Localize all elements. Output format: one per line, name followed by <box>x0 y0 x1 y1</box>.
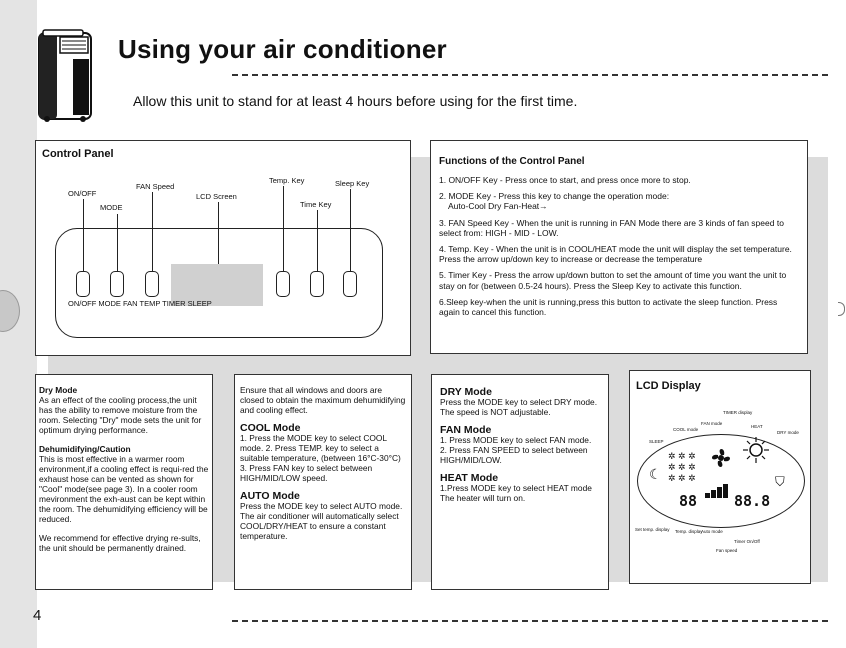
time-key <box>310 271 324 297</box>
dehumidifying-heading: Dehumidifying/Caution <box>39 444 131 454</box>
cool-auto-box <box>234 374 412 590</box>
label-time-key: Time Key <box>300 200 332 209</box>
fan-speed-bars <box>705 484 729 498</box>
control-panel-title: Control Panel <box>42 148 114 160</box>
label-onoff: ON/OFF <box>68 189 97 198</box>
lcd-label-sleep: SLEEP <box>649 439 664 444</box>
dry-mode-box <box>35 374 213 590</box>
page-title: Using your air conditioner <box>118 34 447 64</box>
fan-mode-heading: FAN Mode <box>440 424 492 436</box>
label-lcd-screen: LCD Screen <box>196 192 237 201</box>
lcd-label-dry-mode: DRY mode <box>777 430 799 435</box>
onoff-key <box>76 271 90 297</box>
cool-intro: Ensure that all windows and doors are closed to obtain the maximum dehumidifying and cooling effect. <box>240 385 406 415</box>
heat-mode-text: 1.Press MODE key to select HEAT mode The heater will turn on. <box>440 483 592 503</box>
cool-mode-heading: COOL Mode <box>240 422 301 434</box>
auto-mode-text: Press the MODE key to select AUTO mode. The air conditioner will automatically select COOL/DRY/HEAT to ensure a constant temperature. <box>240 501 403 541</box>
sun-icon <box>741 435 771 465</box>
cool-mode-text: 1. Press the MODE key to select COOL mode. 2. Press TEMP. key to select a suitable temperature, (between 16°C-30°C) 3. Press FAN key to select between HIGH/MID/LOW speed. <box>240 433 401 483</box>
control-panel-box <box>35 140 411 356</box>
drying-recommendation: We recommend for effective drying re-sults, the unit should be permanently drained. <box>39 533 201 553</box>
functions-title: Functions of the Control Panel <box>439 156 585 167</box>
lcd-display-box <box>629 370 811 584</box>
label-mode: MODE <box>100 203 123 212</box>
fan-mode-text: 1. Press MODE key to select FAN mode. 2. Press FAN SPEED to select between HIGH/MID/LOW. <box>440 435 592 465</box>
function-item-mode-text: 2. MODE Key - Press this key to change the operation mode: <box>439 191 670 202</box>
lcd-label-cool-mode: COOL mode <box>673 427 699 432</box>
lcd-label-timer-on-off: Timer On/Off <box>734 539 760 544</box>
temp-key <box>276 271 290 297</box>
dehumidifying-text: This is most effective in a warmer room environment,if a cooling effect is requi-red the exhaust hose can be vented as shown for "Cool" mode(see page 3). In a cooler room mevironment the exh-aust can be kept within the room. The dehumidifying efficiency will be reduced. <box>39 454 209 524</box>
fan-key <box>145 271 159 297</box>
dry-mode-heading-2: DRY Mode <box>440 386 492 398</box>
air-conditioner-illustration <box>33 27 99 123</box>
dry-mode-heading: Dry Mode <box>39 385 78 395</box>
snowflake-icons: ✲ ✲ ✲ ✲ ✲ ✲ ✲ ✲ ✲ <box>668 451 696 483</box>
lcd-label-heat: HEAT <box>751 424 763 429</box>
moon-icon: ☾ <box>649 466 662 482</box>
title-divider <box>232 74 828 76</box>
auto-mode-heading: AUTO Mode <box>240 490 300 502</box>
lcd-label-temp-display: Temp. display <box>675 529 703 534</box>
mode-sequence: Auto-Cool Dry Fan-Heat→ <box>448 201 548 212</box>
pointer-temp <box>283 186 284 271</box>
pointer-mode <box>117 214 118 271</box>
pointer-time <box>317 210 318 271</box>
pointer-sleep <box>350 189 351 271</box>
sleep-key <box>343 271 357 297</box>
lcd-digits-right: 88.8 <box>734 492 771 510</box>
footer-divider <box>232 620 828 622</box>
function-item-temp: 4. Temp. Key - When the unit is in COOL/HEAT mode the unit will display the set temperature. Press the arrow up/down key to increase or decrease the temperature <box>439 244 792 265</box>
pointer-lcd <box>218 202 219 264</box>
panel-legend: ON/OFF MODE FAN TEMP TIMER SLEEP <box>68 299 212 308</box>
function-item-timer: 5. Timer Key - Press the arrow up/down button to set the amount of time you want the unit to stay on for (between 0.5-24 hours). Press the Sleep Key to activate this function. <box>439 270 787 291</box>
dry-mode-text: As an effect of the cooling process,the unit has the ability to remove moisture from the room. Selecting "Dry" mode sets the unit for optimum drying performance. <box>39 395 202 435</box>
fan-icon <box>708 445 734 471</box>
dry-mode-text-2: Press the MODE key to select DRY mode. The speed is NOT adjustable. <box>440 397 598 417</box>
lcd-label-auto-mode: Auto mode <box>701 529 723 534</box>
pointer-fan <box>152 192 153 271</box>
label-sleep-key: Sleep Key <box>335 179 370 188</box>
function-item-sleep: 6.Sleep key-when the unit is running,press this button to activate the sleep function. Press again to cancel this function. <box>439 296 778 318</box>
lcd-label-fan-speed: Fan speed <box>716 548 738 553</box>
function-item-mode <box>439 191 799 211</box>
label-fan-speed: FAN Speed <box>136 182 175 191</box>
page-number: 4 <box>33 607 42 624</box>
lcd-display-title: LCD Display <box>636 380 701 392</box>
page-subtitle: Allow this unit to stand for at least 4 hours before using for the first time. <box>133 93 578 109</box>
function-item-fan: 3. FAN Speed Key - When the unit is running in FAN Mode there are 3 kinds of fan speed to select from: HIGH - MID - LOW. <box>439 217 784 238</box>
functions-list <box>439 175 799 317</box>
lcd-digits-left: 88 <box>679 492 698 510</box>
functions-box <box>430 140 808 354</box>
modes-box <box>431 374 609 590</box>
lcd-label-timer-display: TIMER display <box>723 410 753 415</box>
binding-hole-right <box>838 302 845 316</box>
drop-icon: ⛉ <box>775 474 785 489</box>
mode-key <box>110 271 124 297</box>
pointer-onoff <box>83 199 84 271</box>
label-temp-key: Temp. Key <box>269 176 305 185</box>
function-item-onoff: 1. ON/OFF Key - Press once to start, and press once more to stop. <box>439 175 691 185</box>
lcd-label-fan-mode: FAN mode <box>701 421 723 426</box>
heat-mode-heading: HEAT Mode <box>440 472 499 484</box>
lcd-label-set-temp-display: Set temp. display <box>635 527 670 532</box>
